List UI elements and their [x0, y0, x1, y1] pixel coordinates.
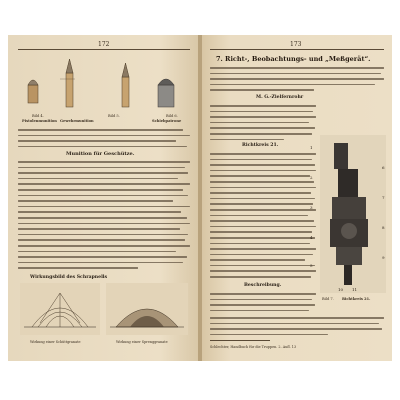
part-label-10: 10: [338, 287, 344, 292]
right-page: [202, 35, 392, 361]
left-header-rule: [18, 49, 190, 50]
rifle-label: Gewehrmunition: [60, 119, 94, 123]
rifle-cartridge-icon: [60, 59, 75, 107]
subsection-title: M. G.-Zielfernrohr: [256, 95, 304, 100]
part-label-2: 2: [310, 175, 313, 180]
part-label-6: 6: [382, 165, 385, 170]
photo-caption-left: Bild 7.: [322, 297, 334, 301]
instrument-photo: [320, 135, 386, 293]
part-label-1: 1: [310, 145, 313, 150]
part-label-7: 7: [382, 195, 385, 200]
right-text-block-3: [210, 151, 316, 280]
right-page-number: 173: [290, 41, 302, 48]
section-title-guns: Munition für Geschütze.: [66, 151, 135, 157]
part-label-4: 4: [310, 235, 313, 240]
right-text-block-4: [210, 291, 316, 313]
pistol-label: Pistolenmunition: [22, 119, 57, 123]
left-page-number: 172: [98, 41, 110, 48]
right-header-rule: [210, 49, 384, 50]
open-book: [8, 35, 392, 361]
mg-cartridge-icon: [122, 63, 129, 107]
footer-text: Schlechter, Handbuch für die Truppen. 2. Aufl. 13: [210, 345, 297, 349]
left-text-block-1: [18, 127, 190, 149]
left-text-block-2: [18, 159, 190, 271]
figure-title: Richtkreis 21.: [242, 143, 279, 148]
aiming-circle-icon: [320, 135, 386, 293]
section-beschreibung: Beschreibung.: [244, 283, 282, 288]
right-text-block-5: [210, 315, 384, 337]
cartridge-illustrations: [22, 55, 190, 119]
part-label-11: 11: [352, 287, 358, 292]
right-text-block-1: [210, 65, 384, 93]
crater-caption-1: Wirkung einer Schüttgranate: [30, 340, 81, 344]
crater-caption-2: Wirkung einer Sprenggranate: [116, 340, 168, 344]
section-title-shrapnel: Wirkungsbild des Schrapnells: [30, 275, 108, 280]
left-page: [8, 35, 198, 361]
part-label-8: 8: [382, 225, 385, 230]
chapter-title: 7. Richt-, Beobachtungs- und „Meßgerät“.: [216, 55, 371, 63]
footnote-rule: [210, 340, 270, 341]
shot-cartridge-icon: [158, 79, 174, 107]
part-label-5: 5: [310, 263, 313, 268]
photo-caption-right: Richtkreis 21.: [342, 297, 371, 301]
pistol-cartridge-icon: [28, 80, 38, 103]
figure-caption-a: Bild 4.: [32, 114, 44, 118]
part-label-3: 3: [310, 205, 313, 210]
figure-caption-b: Bild 5.: [108, 114, 120, 118]
right-text-block-2: [210, 103, 316, 142]
figure-caption-c: Bild 6.: [166, 114, 178, 118]
mg-label: Schiebpatrone: [152, 119, 182, 123]
impact-illustrations: [20, 283, 188, 339]
part-label-9: 9: [382, 255, 385, 260]
